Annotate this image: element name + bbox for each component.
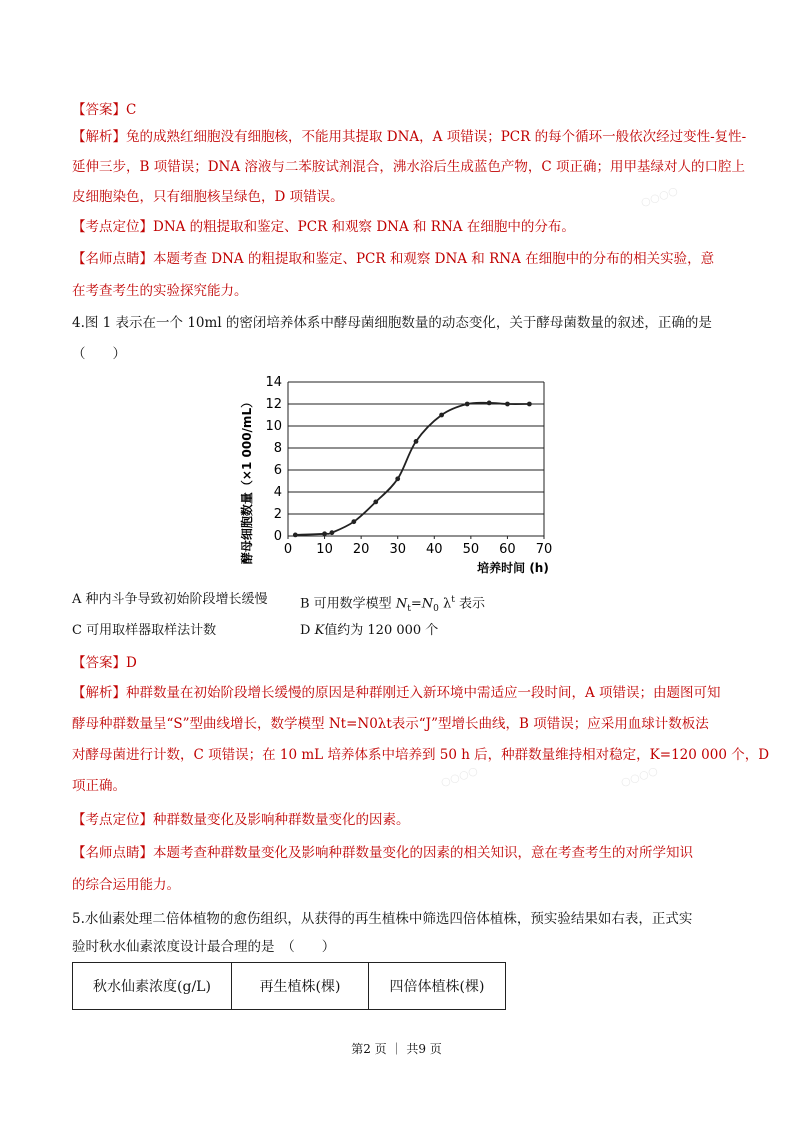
q5-stem-line-2: 验时秋水仙素浓度设计最合理的是 （ ） [72, 939, 336, 955]
q4-analysis-line-3: 对酵母菌进行计数，C 项错误；在 10 mL 培养体系中培养到 50 h 后，种群数量维持相对稳定，K=120 000 个，D [72, 747, 770, 763]
mingshi-text: 本题考查种群数量变化及影响种群数量变化的因素的相关知识，意在考查考生的对所学知识 [153, 845, 693, 861]
q4-mingshi-line-2: 的综合运用能力。 [72, 877, 180, 893]
q5-table [72, 962, 506, 1010]
analysis-text: 兔的成熟红细胞没有细胞核，不能用其提取 DNA，A 项错误；PCR 的每个循环一般依次经过变性-复性- [126, 129, 747, 145]
watermark: ○○○○ [638, 183, 680, 210]
option-d-k: K [314, 623, 325, 638]
data-point [322, 531, 327, 536]
x-tick-label: 10 [316, 542, 333, 557]
q3-answer [72, 100, 136, 120]
q4-analysis-line-1 [72, 683, 721, 703]
q4-analysis-line-2: 酵母种群数量呈“S”型曲线增长，数学模型 Nt=N0λt表示“J”型增长曲线，B 项错误；应采用血球计数板法 [72, 716, 709, 732]
formula-sub-t: t [407, 603, 411, 614]
kaodian-tag: 【考点定位】 [72, 812, 153, 828]
q3-mingshi-line-2: 在考查考生的实验探究能力。 [72, 283, 248, 299]
q4-analysis-line-4: 项正确。 [72, 778, 126, 794]
data-point [351, 519, 356, 524]
q4-kaodian [72, 810, 410, 830]
x-axis-label: 培养时间 (h) [477, 561, 549, 575]
option-d [300, 621, 438, 641]
data-point [487, 401, 492, 406]
analysis-tag: 【解析】 [72, 129, 126, 145]
table-header-cell: 四倍体植株(棵) [369, 963, 506, 1010]
option-a: A 种内斗争导致初始阶段增长缓慢 [72, 592, 268, 607]
analysis-tag: 【解析】 [72, 685, 126, 701]
q4-stem-line-2: （ ） [72, 346, 126, 362]
answer-value: C [126, 102, 137, 118]
data-point [439, 413, 444, 418]
formula-n: N [395, 596, 408, 612]
kaodian-text: DNA 的粗提取和鉴定、PCR 和观察 DNA 和 RNA 在细胞中的分布。 [153, 219, 575, 235]
mingshi-text: 本题考查 DNA 的粗提取和鉴定、PCR 和观察 DNA 和 RNA 在细胞中的分布的相关实验，意 [153, 251, 715, 267]
q3-mingshi-line-1 [72, 249, 714, 269]
mingshi-tag: 【名师点睛】 [72, 251, 153, 267]
data-point [329, 530, 334, 535]
data-point [505, 402, 510, 407]
x-tick-label: 40 [426, 542, 443, 557]
chart-ticks [265, 375, 552, 557]
data-point [414, 439, 419, 444]
data-point [373, 500, 378, 505]
yeast-growth-chart [238, 372, 556, 578]
answer-tag: 【答案】 [72, 102, 126, 118]
growth-curve [295, 403, 529, 535]
q3-kaodian [72, 217, 575, 237]
option-d-suffix: 值约为 120 000 个 [324, 623, 439, 638]
table-row [73, 963, 506, 1010]
y-tick-label: 8 [273, 441, 282, 456]
q3-analysis-line-2: 延伸三步，B 项错误；DNA 溶液与二苯胺试剂混合，沸水浴后生成蓝色产物，C 项正确；用甲基绿对人的口腔上 [72, 159, 746, 175]
q3-analysis-line-1 [72, 127, 746, 147]
formula-sup-t: t [451, 595, 455, 605]
answer-tag: 【答案】 [72, 655, 126, 671]
chart-series [293, 401, 532, 538]
watermark: ○○○○ [438, 763, 480, 790]
data-point [293, 533, 298, 538]
y-tick-label: 12 [265, 397, 282, 412]
mingshi-tag: 【名师点睛】 [72, 845, 153, 861]
formula-sub-0: 0 [433, 603, 439, 614]
y-axis-label: 酵母细胞数量（×1 000/mL） [240, 395, 254, 565]
option-d-prefix: D [300, 623, 315, 638]
y-tick-label: 4 [273, 485, 282, 500]
q4-mingshi-line-1 [72, 843, 693, 863]
q5-stem-line-1: 5.水仙素处理二倍体植物的愈伤组织，从获得的再生植株中筛选四倍体植株，预实验结果如右表，正式实 [72, 911, 693, 927]
answer-value: D [126, 655, 137, 671]
x-tick-label: 50 [462, 542, 480, 557]
q4-stem-line-1: 4.图 1 表示在一个 10ml 的密闭培养体系中酵母菌细胞数量的动态变化，关于酵母菌数量的叙述，正确的是 [72, 315, 712, 331]
watermark: ○○○○ [618, 763, 660, 790]
analysis-text: 种群数量在初始阶段增长缓慢的原因是种群刚迁入新环境中需适应一段时间，A 项错误；由题图可知 [126, 685, 721, 701]
q4-answer [72, 653, 137, 673]
y-tick-label: 6 [273, 463, 282, 478]
x-tick-label: 20 [352, 542, 370, 557]
x-tick-label: 30 [389, 542, 406, 557]
formula-eq: =N [410, 596, 434, 612]
data-point [395, 476, 400, 481]
page-footer: 第2 页 ｜ 共9 页 [351, 1042, 442, 1056]
kaodian-tag: 【考点定位】 [72, 219, 153, 235]
table-header-cell: 再生植株(棵) [232, 963, 369, 1010]
x-tick-label: 70 [535, 542, 553, 557]
kaodian-text: 种群数量变化及影响种群数量变化的因素。 [153, 812, 410, 828]
formula-lambda: λ [438, 596, 452, 612]
x-tick-label: 0 [283, 542, 293, 557]
option-b-prefix: B 可用数学模型 [300, 596, 396, 612]
table-header-cell: 秋水仙素浓度(g/L) [73, 963, 232, 1010]
y-tick-label: 14 [265, 375, 282, 390]
option-c: C 可用取样器取样法计数 [72, 623, 217, 638]
option-b [300, 590, 485, 619]
option-b-suffix: 表示 [454, 596, 485, 612]
data-point [465, 402, 470, 407]
data-point [527, 402, 532, 407]
y-tick-label: 10 [265, 419, 282, 434]
x-tick-label: 60 [499, 542, 516, 557]
y-tick-label: 2 [273, 507, 282, 522]
q3-analysis-line-3: 皮细胞染色，只有细胞核呈绿色，D 项错误。 [72, 189, 344, 205]
y-tick-label: 0 [273, 529, 282, 544]
